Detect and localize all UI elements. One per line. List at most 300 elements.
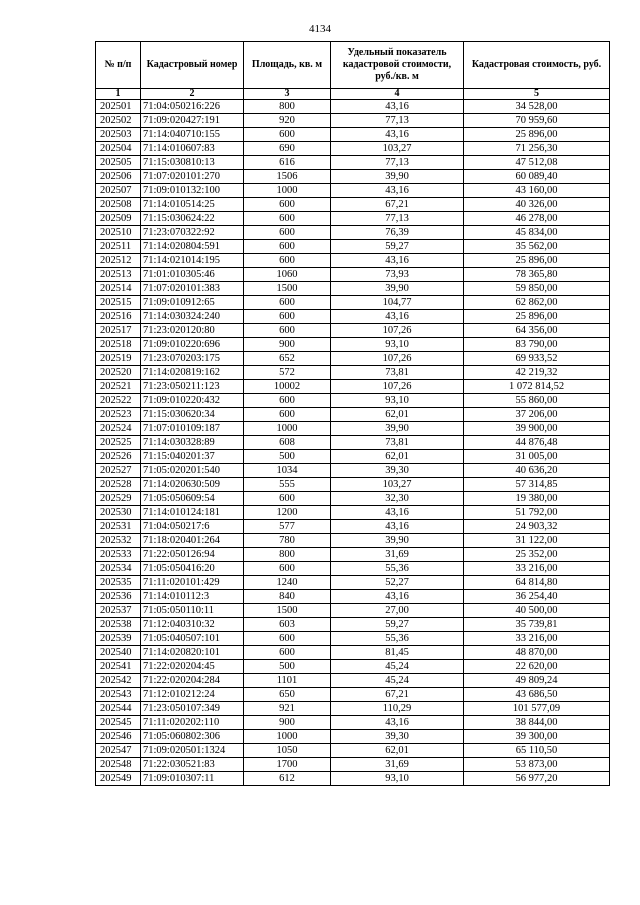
cell-index: 202546 [96,730,141,744]
cell-cadastral-number: 71:04:050216:226 [141,100,244,114]
cell-cadastral-number: 71:11:020101:429 [141,576,244,590]
table-row [96,254,610,268]
column-number-1: 1 [96,89,141,100]
column-number-row [96,89,610,100]
table-row [96,562,610,576]
cell-area: 500 [244,450,331,464]
cell-index: 202524 [96,422,141,436]
cell-area: 1506 [244,170,331,184]
cell-index: 202525 [96,436,141,450]
cell-cadastral-value: 25 896,00 [464,254,610,268]
table-row [96,716,610,730]
cell-area: 600 [244,492,331,506]
cell-index: 202523 [96,408,141,422]
cell-area: 600 [244,128,331,142]
cell-cadastral-number: 71:07:020101:383 [141,282,244,296]
table-row [96,604,610,618]
cell-unit-value: 32,30 [331,492,464,506]
cell-area: 1034 [244,464,331,478]
table-row [96,520,610,534]
table-row [96,310,610,324]
cell-cadastral-value: 45 834,00 [464,226,610,240]
cell-cadastral-value: 34 528,00 [464,100,610,114]
cell-cadastral-value: 33 216,00 [464,562,610,576]
cell-cadastral-value: 40 500,00 [464,604,610,618]
cell-unit-value: 73,81 [331,436,464,450]
cell-cadastral-number: 71:14:020819:162 [141,366,244,380]
cell-area: 600 [244,198,331,212]
cell-cadastral-number: 71:23:020120:80 [141,324,244,338]
table-body [96,100,610,786]
cell-cadastral-value: 71 256,30 [464,142,610,156]
table-row [96,772,610,786]
cell-cadastral-number: 71:15:030624:22 [141,212,244,226]
cell-unit-value: 103,27 [331,478,464,492]
table-row [96,702,610,716]
cell-cadastral-value: 46 278,00 [464,212,610,226]
table-row [96,338,610,352]
cell-index: 202548 [96,758,141,772]
cell-cadastral-number: 71:09:010220:432 [141,394,244,408]
table-row [96,142,610,156]
cell-cadastral-number: 71:12:040310:32 [141,618,244,632]
table-row [96,170,610,184]
cell-unit-value: 39,90 [331,534,464,548]
table-row [96,226,610,240]
cell-unit-value: 31,69 [331,758,464,772]
cell-area: 800 [244,548,331,562]
cell-unit-value: 93,10 [331,338,464,352]
table-row [96,366,610,380]
cell-cadastral-value: 78 365,80 [464,268,610,282]
cell-index: 202532 [96,534,141,548]
cell-index: 202537 [96,604,141,618]
cell-cadastral-value: 47 512,08 [464,156,610,170]
cell-unit-value: 43,16 [331,520,464,534]
cell-area: 600 [244,240,331,254]
cell-cadastral-number: 71:14:020804:591 [141,240,244,254]
cell-cadastral-number: 71:14:040710:155 [141,128,244,142]
cell-index: 202529 [96,492,141,506]
cell-cadastral-value: 33 216,00 [464,632,610,646]
cell-index: 202507 [96,184,141,198]
cell-unit-value: 76,39 [331,226,464,240]
page-number: 4134 [309,23,331,35]
cell-unit-value: 43,16 [331,506,464,520]
cell-unit-value: 45,24 [331,674,464,688]
cell-cadastral-number: 71:22:020204:284 [141,674,244,688]
cell-index: 202541 [96,660,141,674]
cell-area: 600 [244,646,331,660]
table-row [96,660,610,674]
table-row [96,478,610,492]
cell-area: 650 [244,688,331,702]
cell-unit-value: 43,16 [331,716,464,730]
cell-area: 600 [244,212,331,226]
cell-unit-value: 73,93 [331,268,464,282]
cell-unit-value: 39,30 [331,464,464,478]
cell-cadastral-value: 64 814,80 [464,576,610,590]
table-row [96,422,610,436]
cell-unit-value: 43,16 [331,128,464,142]
cell-index: 202508 [96,198,141,212]
cell-area: 10002 [244,380,331,394]
cell-area: 900 [244,716,331,730]
cell-cadastral-value: 56 977,20 [464,772,610,786]
header-unit-value: Удельный показатель кадастровой стоимости, руб./кв. м [331,42,464,89]
cell-cadastral-value: 1 072 814,52 [464,380,610,394]
cadastral-table [95,41,610,786]
table-row [96,268,610,282]
cell-area: 500 [244,660,331,674]
table-row [96,240,610,254]
cell-unit-value: 77,13 [331,212,464,226]
cell-area: 1240 [244,576,331,590]
cell-index: 202519 [96,352,141,366]
cell-cadastral-number: 71:07:010109:187 [141,422,244,436]
cell-cadastral-value: 60 089,40 [464,170,610,184]
cell-unit-value: 55,36 [331,632,464,646]
cell-cadastral-number: 71:05:050416:20 [141,562,244,576]
cell-cadastral-value: 25 352,00 [464,548,610,562]
header-index: № п/п [96,42,141,89]
cell-unit-value: 39,90 [331,170,464,184]
cell-cadastral-value: 38 844,00 [464,716,610,730]
cell-cadastral-number: 71:15:040201:37 [141,450,244,464]
cell-cadastral-value: 69 933,52 [464,352,610,366]
cell-cadastral-number: 71:05:050609:54 [141,492,244,506]
cell-index: 202526 [96,450,141,464]
cell-unit-value: 43,16 [331,310,464,324]
table-row [96,674,610,688]
table-header-row [96,42,610,89]
cell-cadastral-number: 71:09:010912:65 [141,296,244,310]
cell-index: 202513 [96,268,141,282]
table-row [96,632,610,646]
table-row [96,436,610,450]
table-row [96,646,610,660]
cell-index: 202502 [96,114,141,128]
cell-index: 202509 [96,212,141,226]
cell-index: 202539 [96,632,141,646]
cell-index: 202531 [96,520,141,534]
cell-cadastral-number: 71:04:050217:6 [141,520,244,534]
cell-index: 202517 [96,324,141,338]
cell-index: 202521 [96,380,141,394]
table-row [96,380,610,394]
cell-unit-value: 43,16 [331,590,464,604]
cell-unit-value: 103,27 [331,142,464,156]
cell-unit-value: 107,26 [331,380,464,394]
cell-cadastral-value: 70 959,60 [464,114,610,128]
cell-cadastral-number: 71:09:020501:1324 [141,744,244,758]
cell-area: 1000 [244,422,331,436]
table-row [96,408,610,422]
cell-unit-value: 107,26 [331,324,464,338]
cell-unit-value: 110,29 [331,702,464,716]
cell-cadastral-number: 71:05:060802:306 [141,730,244,744]
cell-cadastral-number: 71:14:021014:195 [141,254,244,268]
cell-area: 600 [244,562,331,576]
cell-unit-value: 93,10 [331,772,464,786]
cell-index: 202528 [96,478,141,492]
cell-cadastral-number: 71:14:010607:83 [141,142,244,156]
header-area: Площадь, кв. м [244,42,331,89]
table-row [96,128,610,142]
cell-cadastral-number: 71:14:010112:3 [141,590,244,604]
cell-index: 202504 [96,142,141,156]
cell-unit-value: 27,00 [331,604,464,618]
cell-area: 1060 [244,268,331,282]
table-row [96,618,610,632]
cell-unit-value: 39,90 [331,282,464,296]
cell-area: 652 [244,352,331,366]
cell-unit-value: 107,26 [331,352,464,366]
cell-index: 202522 [96,394,141,408]
cell-unit-value: 55,36 [331,562,464,576]
cell-area: 572 [244,366,331,380]
cell-area: 1000 [244,184,331,198]
cell-area: 616 [244,156,331,170]
cell-unit-value: 59,27 [331,618,464,632]
cell-cadastral-value: 19 380,00 [464,492,610,506]
table-row [96,212,610,226]
table-row [96,492,610,506]
cell-cadastral-number: 71:23:070322:92 [141,226,244,240]
cell-cadastral-number: 71:05:040507:101 [141,632,244,646]
cell-cadastral-number: 71:14:010124:181 [141,506,244,520]
cell-cadastral-number: 71:09:010307:11 [141,772,244,786]
cell-area: 608 [244,436,331,450]
cell-area: 920 [244,114,331,128]
cell-index: 202518 [96,338,141,352]
cell-cadastral-value: 31 005,00 [464,450,610,464]
table-row [96,730,610,744]
cell-cadastral-value: 25 896,00 [464,128,610,142]
cell-cadastral-value: 48 870,00 [464,646,610,660]
cell-unit-value: 67,21 [331,198,464,212]
cell-cadastral-number: 71:14:010514:25 [141,198,244,212]
cell-unit-value: 67,21 [331,688,464,702]
cell-cadastral-value: 36 254,40 [464,590,610,604]
table-row [96,758,610,772]
cell-index: 202516 [96,310,141,324]
cell-unit-value: 104,77 [331,296,464,310]
cell-index: 202542 [96,674,141,688]
cell-unit-value: 77,13 [331,114,464,128]
cell-area: 600 [244,226,331,240]
cell-area: 921 [244,702,331,716]
cell-area: 600 [244,254,331,268]
cell-cadastral-number: 71:05:020201:540 [141,464,244,478]
cell-unit-value: 81,45 [331,646,464,660]
cell-area: 600 [244,394,331,408]
cell-cadastral-value: 57 314,85 [464,478,610,492]
cell-unit-value: 39,30 [331,730,464,744]
cell-index: 202503 [96,128,141,142]
cell-unit-value: 59,27 [331,240,464,254]
cell-cadastral-value: 40 636,20 [464,464,610,478]
cell-unit-value: 62,01 [331,744,464,758]
header-cadastral-value: Кадастровая стоимость, руб. [464,42,610,89]
column-number-3: 3 [244,89,331,100]
cell-index: 202506 [96,170,141,184]
cell-cadastral-number: 71:15:030620:34 [141,408,244,422]
table-row [96,100,610,114]
cell-area: 600 [244,310,331,324]
cell-area: 840 [244,590,331,604]
cell-cadastral-number: 71:15:030810:13 [141,156,244,170]
table-row [96,184,610,198]
cell-cadastral-number: 71:11:020202:110 [141,716,244,730]
cell-area: 1200 [244,506,331,520]
cell-unit-value: 31,69 [331,548,464,562]
column-number-5: 5 [464,89,610,100]
table-row [96,576,610,590]
cell-index: 202534 [96,562,141,576]
cell-unit-value: 77,13 [331,156,464,170]
cell-index: 202543 [96,688,141,702]
cell-cadastral-value: 42 219,32 [464,366,610,380]
cell-area: 1050 [244,744,331,758]
cell-cadastral-number: 71:12:010212:24 [141,688,244,702]
cell-cadastral-number: 71:23:050211:123 [141,380,244,394]
table-row [96,114,610,128]
cell-area: 900 [244,338,331,352]
cell-area: 1500 [244,282,331,296]
table-row [96,506,610,520]
cell-index: 202515 [96,296,141,310]
cell-index: 202547 [96,744,141,758]
cell-index: 202535 [96,576,141,590]
cell-area: 1500 [244,604,331,618]
table-row [96,744,610,758]
column-number-4: 4 [331,89,464,100]
cell-area: 603 [244,618,331,632]
cell-cadastral-number: 71:14:020820:101 [141,646,244,660]
cell-area: 555 [244,478,331,492]
cell-index: 202540 [96,646,141,660]
cell-cadastral-number: 71:23:070203:175 [141,352,244,366]
cell-cadastral-number: 71:14:020630:509 [141,478,244,492]
cell-index: 202544 [96,702,141,716]
cell-cadastral-number: 71:07:020101:270 [141,170,244,184]
table-row [96,590,610,604]
cell-cadastral-value: 101 577,09 [464,702,610,716]
cell-cadastral-value: 43 686,50 [464,688,610,702]
cell-unit-value: 43,16 [331,100,464,114]
cell-index: 202536 [96,590,141,604]
cell-cadastral-number: 71:09:010220:696 [141,338,244,352]
cell-cadastral-value: 31 122,00 [464,534,610,548]
cell-area: 577 [244,520,331,534]
cell-cadastral-value: 39 300,00 [464,730,610,744]
cell-cadastral-number: 71:14:030324:240 [141,310,244,324]
cell-unit-value: 93,10 [331,394,464,408]
cell-index: 202545 [96,716,141,730]
cell-cadastral-number: 71:05:050110:11 [141,604,244,618]
cell-area: 600 [244,632,331,646]
cell-cadastral-number: 71:01:010305:46 [141,268,244,282]
cell-cadastral-value: 35 739,81 [464,618,610,632]
table-row [96,324,610,338]
cell-cadastral-number: 71:23:050107:349 [141,702,244,716]
cell-cadastral-value: 83 790,00 [464,338,610,352]
cell-area: 1700 [244,758,331,772]
cell-cadastral-number: 71:14:030328:89 [141,436,244,450]
cell-cadastral-number: 71:22:030521:83 [141,758,244,772]
cell-cadastral-value: 39 900,00 [464,422,610,436]
cell-cadastral-value: 62 862,00 [464,296,610,310]
cell-cadastral-value: 55 860,00 [464,394,610,408]
cell-index: 202501 [96,100,141,114]
cell-index: 202512 [96,254,141,268]
cell-area: 800 [244,100,331,114]
cell-area: 780 [244,534,331,548]
cell-cadastral-number: 71:22:050126:94 [141,548,244,562]
cell-index: 202511 [96,240,141,254]
cell-index: 202530 [96,506,141,520]
cell-unit-value: 52,27 [331,576,464,590]
cell-cadastral-value: 43 160,00 [464,184,610,198]
cell-cadastral-value: 35 562,00 [464,240,610,254]
table-row [96,688,610,702]
cell-unit-value: 62,01 [331,450,464,464]
cell-index: 202510 [96,226,141,240]
cell-cadastral-value: 40 326,00 [464,198,610,212]
cell-index: 202538 [96,618,141,632]
table-row [96,156,610,170]
table-row [96,282,610,296]
cell-area: 1000 [244,730,331,744]
table-row [96,296,610,310]
cell-cadastral-value: 51 792,00 [464,506,610,520]
cell-index: 202520 [96,366,141,380]
cell-unit-value: 43,16 [331,184,464,198]
cell-unit-value: 39,90 [331,422,464,436]
cell-cadastral-value: 25 896,00 [464,310,610,324]
cell-cadastral-value: 37 206,00 [464,408,610,422]
cell-cadastral-value: 53 873,00 [464,758,610,772]
table-row [96,464,610,478]
cell-cadastral-number: 71:22:020204:45 [141,660,244,674]
cell-unit-value: 62,01 [331,408,464,422]
cell-index: 202549 [96,772,141,786]
cell-cadastral-value: 49 809,24 [464,674,610,688]
table-row [96,548,610,562]
cell-cadastral-value: 59 850,00 [464,282,610,296]
table-row [96,352,610,366]
cell-area: 600 [244,296,331,310]
cell-area: 690 [244,142,331,156]
cell-index: 202505 [96,156,141,170]
cell-index: 202533 [96,548,141,562]
cell-cadastral-value: 65 110,50 [464,744,610,758]
column-number-2: 2 [141,89,244,100]
table-row [96,534,610,548]
table-row [96,198,610,212]
cell-unit-value: 45,24 [331,660,464,674]
table-row [96,394,610,408]
cell-cadastral-number: 71:18:020401:264 [141,534,244,548]
cell-area: 1101 [244,674,331,688]
cell-area: 600 [244,324,331,338]
cell-cadastral-number: 71:09:020427:191 [141,114,244,128]
cell-unit-value: 73,81 [331,366,464,380]
cell-unit-value: 43,16 [331,254,464,268]
table-row [96,450,610,464]
cell-index: 202514 [96,282,141,296]
